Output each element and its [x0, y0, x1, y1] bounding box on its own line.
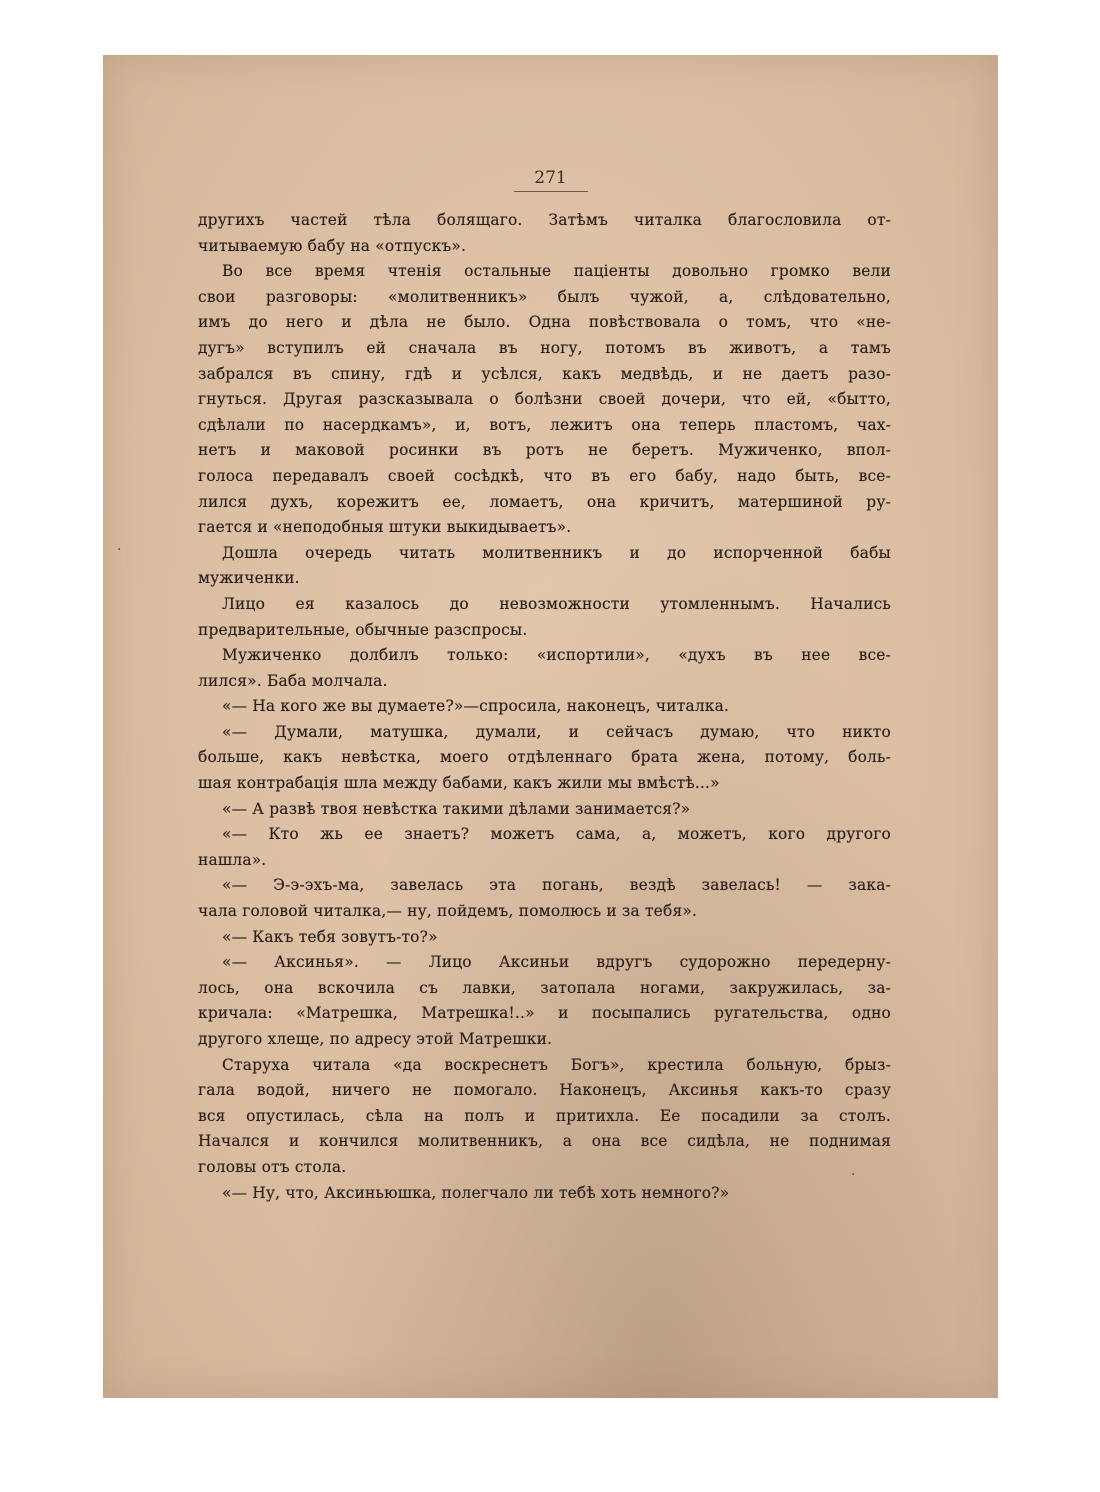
text-line: дугъ» вступилъ ей сначала въ ногу, потомъ въ животъ, а тамъ: [198, 338, 891, 357]
text-line: Во все время чтенія остальные паціенты довольно громко вели: [222, 262, 891, 281]
text-line: Дошла очередь читать молитвенникъ и до испорченной бабы: [222, 543, 891, 562]
text-line: предварительные, обычные разспросы.: [198, 620, 528, 639]
text-line: другого хлеще, по адресу этой Матрешки.: [198, 1030, 553, 1048]
text-line: голоса передавалъ своей сосѣдкѣ, что въ его бабу, надо быть, все-: [198, 466, 891, 485]
text-line: лился духъ, корежитъ ее, ломаетъ, она кричитъ, матершиной ру-: [198, 492, 891, 511]
text-line: кричала: «Матрешка, Матрешка!..» и посыпались ругательства, одно: [198, 1004, 891, 1023]
page-number: 271: [514, 168, 588, 192]
text-line: «— А развѣ твоя невѣстка такими дѣлами занимается?»: [222, 799, 691, 818]
text-line: читываемую бабу на «отпускъ».: [198, 236, 467, 255]
text-line: вся опустилась, сѣла на полъ и притихла. Ее посадили за столъ.: [198, 1106, 891, 1125]
text-line: «— Думали, матушка, думали, и сейчасъ думаю, что никто: [222, 722, 891, 741]
text-line: мужиченки.: [198, 569, 300, 588]
text-line: головы отъ стола.: [198, 1157, 347, 1176]
text-line: «— Кто жь ее знаетъ? можетъ сама, а, можетъ, кого другого: [222, 825, 891, 844]
text-line: Лицо ея казалось до невозможности утомленнымъ. Начались: [222, 594, 891, 613]
text-line: сдѣлали по насердкамъ», и, вотъ, лежитъ она теперь пластомъ, чах-: [198, 415, 891, 434]
text-line: гнуться. Другая разсказывала о болѣзни своей дочери, что ей, «бытто,: [198, 390, 891, 409]
text-line: лился». Баба молчала.: [198, 671, 388, 690]
text-line: другихъ частей тѣла болящаго. Затѣмъ читалка благословила от-: [198, 211, 891, 229]
text-line: Начался и кончился молитвенникъ, а она все сидѣла, не поднимая: [198, 1132, 891, 1151]
text-line: «— Ну, что, Аксиньюшка, полегчало ли тебѣ хоть немного?»: [222, 1183, 730, 1202]
text-line: «— Какъ тебя зовутъ-то?»: [222, 927, 438, 946]
text-line: нетъ и маковой росинки въ ротъ не беретъ. Мужиченко, впол-: [198, 441, 891, 460]
scanned-page: [103, 55, 998, 1398]
text-line: гала водой, ничего не помогало. Наконецъ, Аксинья какъ-то сразу: [198, 1081, 891, 1100]
text-line: Мужиченко долбилъ только: «испортили», «духъ въ нее все-: [222, 646, 891, 665]
text-line: Старуха читала «да воскреснетъ Богъ», крестила больную, брыз-: [222, 1055, 891, 1074]
text-line: забрался въ спину, гдѣ и усѣлся, какъ медвѣдь, и не даетъ разо-: [198, 364, 891, 383]
text-line: лось, она вскочила съ лавки, затопала ногами, закружилась, за-: [198, 978, 891, 997]
text-line: больше, какъ невѣстка, моего отдѣленнаго брата жена, потому, боль-: [198, 748, 891, 767]
text-line: свои разговоры: «молитвенникъ» былъ чужой, а, слѣдовательно,: [198, 287, 891, 306]
text-line: имъ до него и дѣла не было. Одна повѣствовала о томъ, что «не-: [198, 313, 891, 332]
text-line: «— Э-э-эхъ-ма, завелась эта погань, вездѣ завелась! — зака-: [222, 876, 891, 895]
page-header: [103, 168, 998, 192]
text-line: нашла».: [198, 850, 267, 869]
margin-mark: ·: [117, 542, 122, 558]
text-line: чала головой читалка,— ну, пойдемъ, помолюсь и за тебя».: [198, 902, 698, 921]
text-line: гается и «неподобныя штуки выкидываетъ».: [198, 518, 572, 537]
text-line: «— На кого же вы думаете?»—спросила, наконецъ, читалка.: [222, 697, 730, 716]
margin-mark: ·: [851, 1167, 856, 1183]
text-line: «— Аксинья». — Лицо Аксиньи вдругъ судорожно передерну-: [222, 953, 891, 972]
body-text: [198, 208, 891, 1206]
text-line: шая контрабація шла между бабами, какъ жили мы вмѣстѣ...»: [198, 774, 720, 793]
